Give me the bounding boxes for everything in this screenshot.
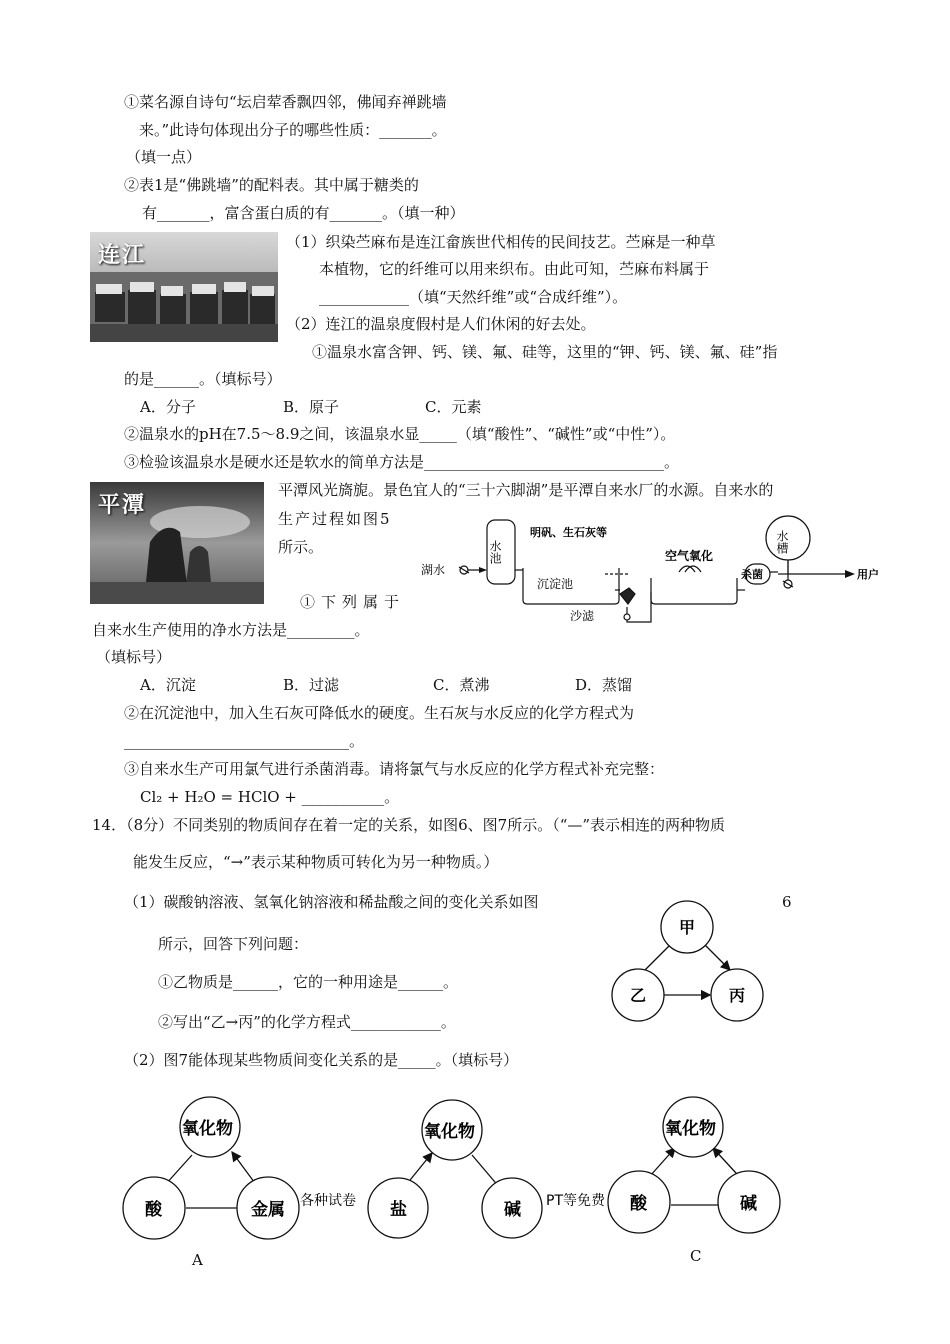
lianjiang-label: 连江	[98, 243, 147, 268]
text-line: 生产过程如图5	[278, 510, 392, 528]
node-a-top: 氧化物	[182, 1119, 233, 1139]
text-line: ①乙物质是______，它的一种用途是______。	[158, 973, 459, 991]
text-line: 能发生反应，“→”表示某种物质可转化为另一种物质。）	[133, 853, 499, 871]
text-line: 的是______。（填标号）	[124, 370, 282, 388]
figure-6-diagram	[600, 895, 780, 1030]
node-a-right: 金属	[251, 1200, 285, 1220]
label-user: 用户	[857, 568, 879, 581]
option-b: B．过滤	[283, 676, 340, 694]
text-line: ②表1是“佛跳墙”的配料表。其中属于糖类的	[124, 176, 419, 194]
figure-label-a: A	[192, 1251, 203, 1269]
lianjiang-photo	[90, 232, 278, 342]
text-line: Cl₂ + H₂O = HClO + ___________。	[140, 788, 400, 806]
label-air: 空气氧化	[665, 549, 714, 563]
node-b-top: 氧化物	[424, 1122, 475, 1142]
text-line: ②在沉淀池中，加入生石灰可降低水的硬度。生石灰与水反应的化学方程式为	[124, 704, 635, 722]
pingtan-label: 平潭	[98, 493, 147, 518]
water-process-diagram	[415, 512, 895, 624]
text-line: ____________（填“天然纤维”或“合成纤维”）。	[319, 288, 628, 306]
text-line: ②写出“乙→丙”的化学方程式____________。	[158, 1013, 456, 1031]
node-b-left: 盐	[390, 1200, 407, 1220]
text-line: 所示，回答下列问题：	[158, 935, 309, 953]
text-line: ①下列属于	[300, 593, 406, 611]
option-c: C．元素	[425, 398, 482, 416]
text-line: 本植物，它的纤维可以用来织布。由此可知，苎麻布料属于	[319, 260, 710, 278]
option-a: A．分子	[140, 398, 196, 416]
node-c-top: 氧化物	[665, 1119, 716, 1139]
pingtan-photo	[90, 482, 264, 604]
option-b: B．原子	[283, 398, 340, 416]
node-c-right: 碱	[740, 1194, 757, 1214]
node-bing: 丙	[729, 986, 746, 1005]
text-line: ①菜名源自诗句“坛启荤香飘四邻，佛闻弃禅跳墙	[124, 93, 447, 111]
text-line: 所示。	[278, 538, 324, 556]
text-line: （1）织染苎麻布是连江畲族世代相传的民间技艺。苎麻是一种草	[286, 233, 716, 251]
text-line: ①温泉水富含钾、钙、镁、氟、硅等，这里的“钾、钙、镁、氟、硅”指	[312, 343, 778, 361]
node-jia: 甲	[679, 918, 696, 937]
node-yi: 乙	[630, 986, 647, 1005]
text-line: 自来水生产使用的净水方法是_________。	[92, 621, 370, 639]
node-a-left: 酸	[145, 1200, 162, 1220]
figure-label-c: C	[690, 1247, 702, 1265]
label-pool: 水池	[488, 540, 502, 564]
text-line: ②温泉水的pH在7.5～8.9之间，该温泉水显_____（填“酸性”、“碱性”或“中性”）。	[124, 425, 676, 443]
node-b-right: 碱	[504, 1200, 521, 1220]
label-tank: 水槽	[775, 530, 789, 554]
text-line: ______________________________。	[124, 732, 365, 750]
node-c-left: 酸	[630, 1194, 647, 1214]
option-d: D．蒸馏	[575, 676, 633, 694]
text-line: （2）连江的温泉度假村是人们休闲的好去处。	[286, 315, 596, 333]
figure-number: 6	[782, 893, 792, 911]
text-line: 有_______，富含蛋白质的有_______。（填一种）	[142, 204, 465, 222]
label-sand: 沙滤	[570, 609, 595, 623]
option-a: A．沉淀	[140, 676, 196, 694]
label-alum: 明矾、生石灰等	[530, 526, 607, 539]
label-kill: 杀菌	[741, 568, 763, 581]
text-line: ③自来水生产可用氯气进行杀菌消毒。请将氯气与水反应的化学方程式补充完整：	[124, 760, 665, 778]
label-lake: 湖水	[421, 563, 446, 577]
text-line: （2）图7能体现某些物质间变化关系的是_____。（填标号）	[124, 1051, 519, 1069]
option-c: C．煮沸	[433, 676, 490, 694]
text-line: 来。”此诗句体现出分子的哪些性质：_______。	[139, 121, 447, 139]
question-14: 14．（8分）不同类别的物质间存在着一定的关系，如图6、图7所示。（“—”表示相连的两种物质	[92, 816, 726, 834]
text-line: （填标号）	[96, 648, 172, 666]
label-settle: 沉淀池	[537, 577, 574, 591]
figure-7-diagram	[110, 1090, 810, 1270]
text-line: （填一点）	[126, 148, 202, 166]
watermark-text: 各种试卷	[300, 1193, 356, 1209]
text-line: 平潭风光旖旎。景色宜人的“三十六脚湖”是平潭自来水厂的水源。自来水的	[278, 481, 774, 499]
text-line: （1）碳酸钠溶液、氢氧化钠溶液和稀盐酸之间的变化关系如图	[124, 893, 539, 911]
text-line: ③检验该温泉水是硬水还是软水的简单方法是________________________________。	[124, 453, 680, 471]
watermark-text: PT等免费	[546, 1193, 605, 1209]
